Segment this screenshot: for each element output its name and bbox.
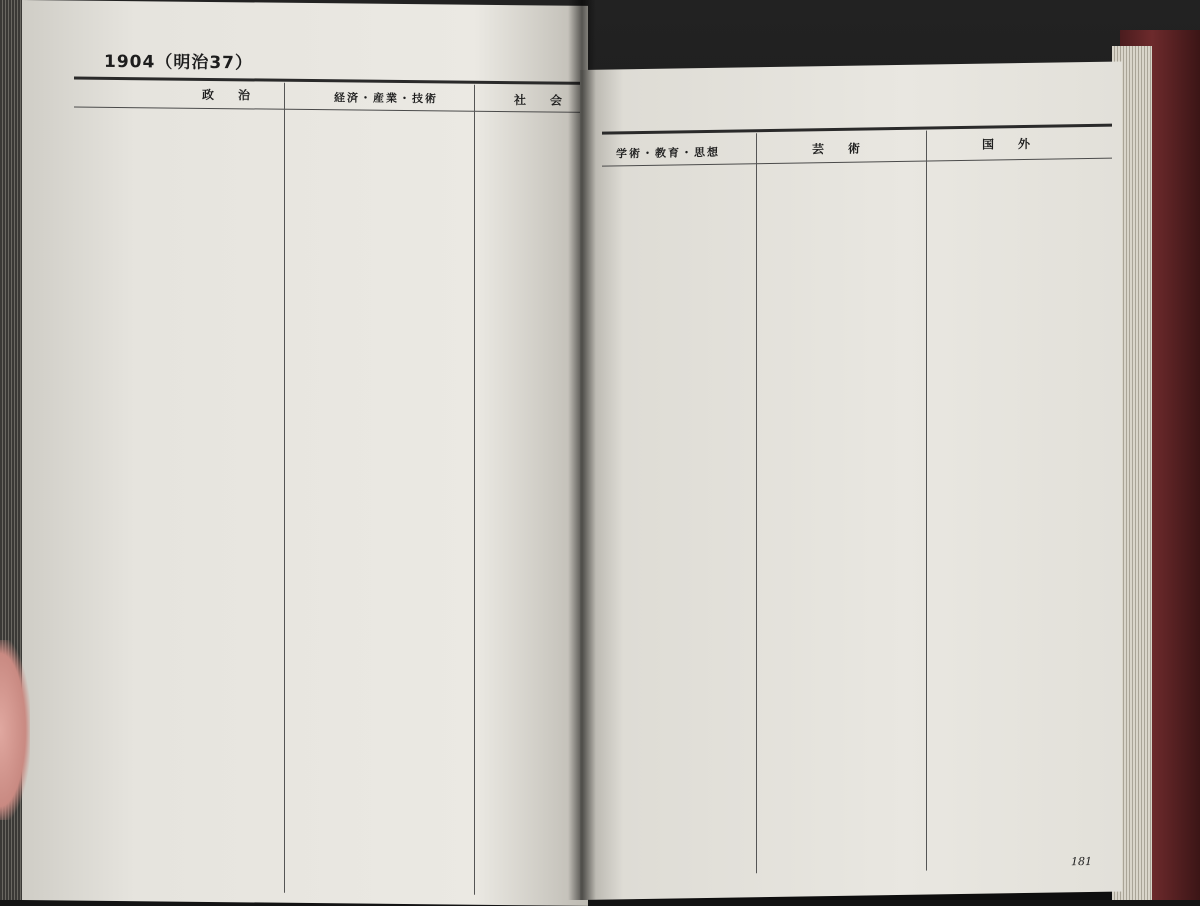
politics-entries	[80, 113, 276, 885]
column-title-arts: 芸 術	[812, 141, 867, 157]
column-divider-right-2	[926, 131, 927, 871]
left-page	[22, 0, 588, 906]
society-entries	[482, 117, 582, 888]
header-rule	[74, 77, 588, 85]
thumb	[0, 640, 30, 820]
column-title-politics: 政 治	[202, 87, 257, 103]
column-title-economy: 経済・産業・技術	[334, 91, 438, 106]
column-divider-1	[284, 83, 285, 893]
header-rule-right	[602, 124, 1112, 135]
page-number: 181	[1071, 854, 1092, 869]
year-heading: 1904（明治37）	[104, 51, 253, 74]
foreign-entries	[934, 166, 1104, 869]
right-page	[580, 61, 1122, 900]
column-divider-2	[474, 85, 475, 895]
column-divider-right-1	[756, 133, 757, 873]
book-gutter	[568, 0, 596, 900]
economy-entries	[292, 115, 466, 887]
column-header-rule	[74, 107, 588, 113]
scholarship-entries	[610, 171, 748, 873]
column-title-scholarship: 学術・教育・思想	[616, 145, 720, 161]
column-title-foreign: 国 外	[982, 136, 1037, 152]
column-title-society: 社 会	[514, 93, 569, 108]
arts-entries	[764, 169, 918, 871]
